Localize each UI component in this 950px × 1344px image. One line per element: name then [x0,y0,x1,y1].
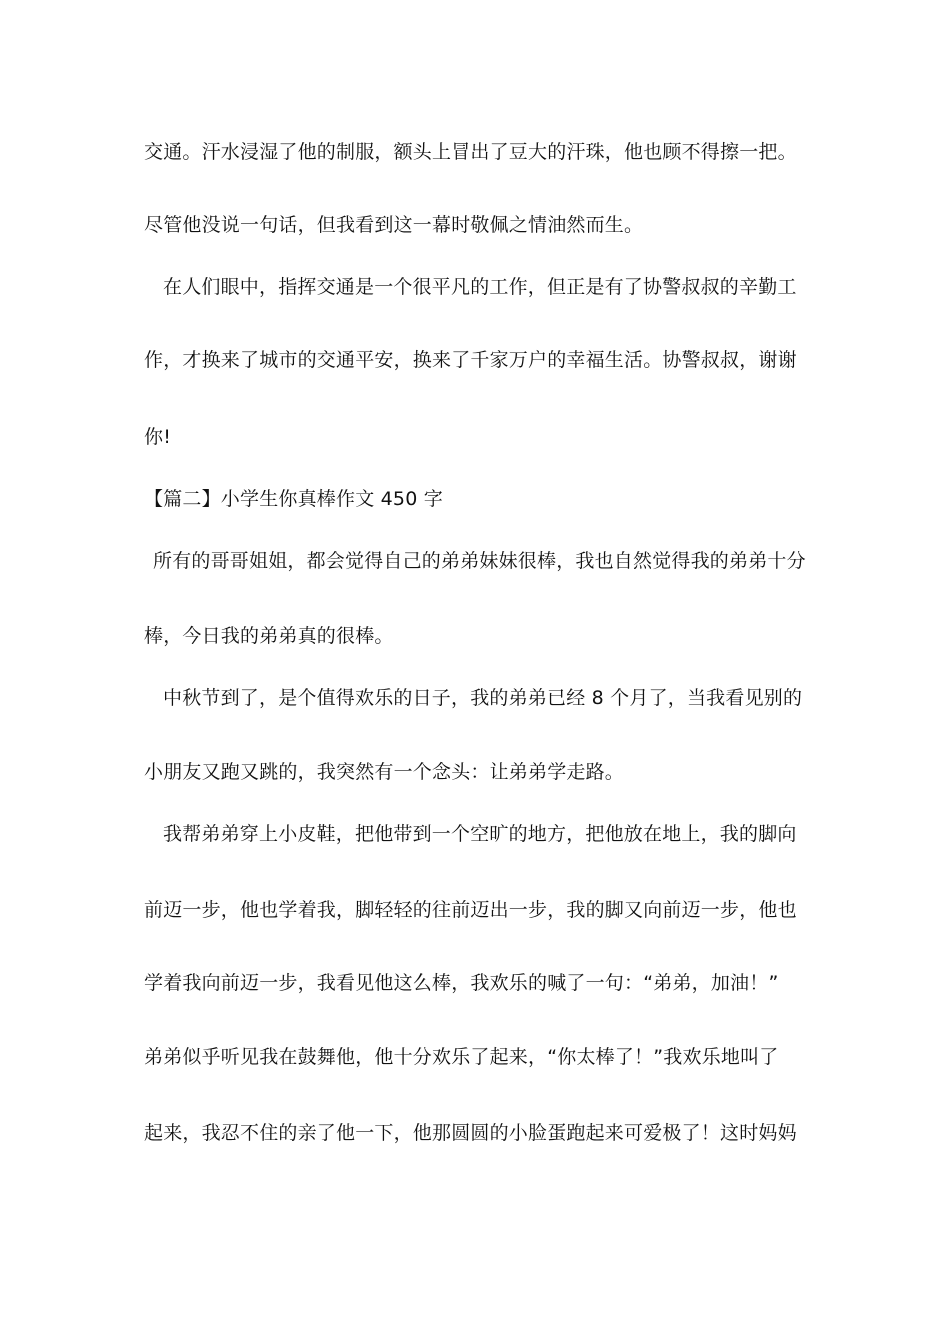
paragraph-line: 在人们眼中，指挥交通是一个很平凡的工作，但正是有了协警叔叔的辛勤工 [163,276,797,298]
paragraph-line: 中秋节到了，是个值得欢乐的日子，我的弟弟已经 8 个月了，当我看见别的 [163,687,803,709]
paragraph-line: 小朋友又跑又跳的，我突然有一个念头：让弟弟学走路。 [144,761,625,783]
paragraph-line: 我帮弟弟穿上小皮鞋，把他带到一个空旷的地方，把他放在地上，我的脚向 [163,823,797,845]
paragraph-line: 尽管他没说一句话，但我看到这一幕时敬佩之情油然而生。 [144,214,644,236]
paragraph-line: 交通。汗水浸湿了他的制服，额头上冒出了豆大的汗珠，他也顾不得擦一把。 [144,141,797,163]
paragraph-line: 弟弟似乎听见我在鼓舞他，他十分欢乐了起来，“你太棒了！”我欢乐地叫了 [144,1046,779,1068]
paragraph-line: 起来，我忍不住的亲了他一下，他那圆圆的小脸蛋跑起来可爱极了！这时妈妈 [144,1122,797,1144]
paragraph-line: 学着我向前迈一步，我看见他这么棒，我欢乐的喊了一句：“弟弟，加油！” [144,972,779,994]
section-heading: 【篇二】小学生你真棒作文 450 字 [144,488,443,510]
paragraph-line: 前迈一步，他也学着我，脚轻轻的往前迈出一步，我的脚又向前迈一步，他也 [144,899,797,921]
paragraph-line: 棒，今日我的弟弟真的很棒。 [144,625,394,647]
paragraph-line: 作，才换来了城市的交通平安，换来了千家万户的幸福生活。协警叔叔，谢谢 [144,349,797,371]
paragraph-line: 你! [144,426,172,448]
paragraph-line: 所有的哥哥姐姐，都会觉得自己的弟弟妹妹很棒，我也自然觉得我的弟弟十分 [153,550,806,572]
